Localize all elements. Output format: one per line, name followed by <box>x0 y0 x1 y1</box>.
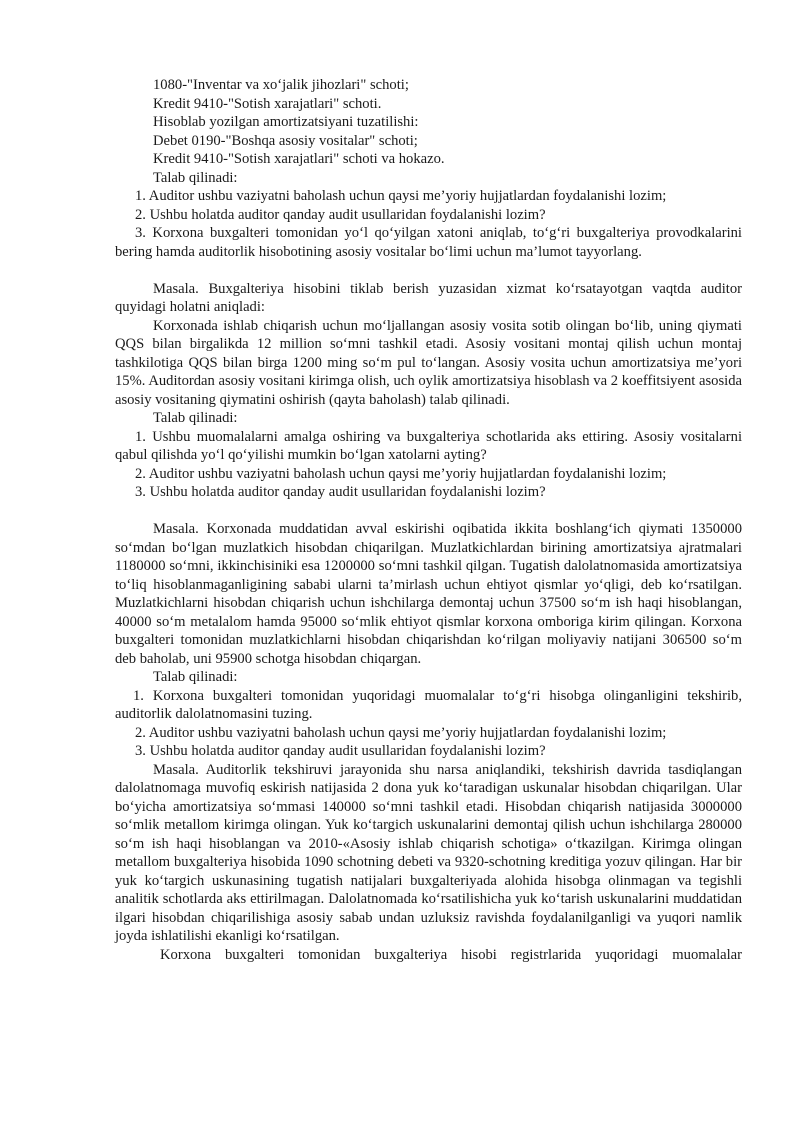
paragraph-gap <box>115 261 742 280</box>
list-item: 2. Auditor ushbu vaziyatni baholash uchun qaysi me’yoriy hujjatlardan foydalanishi lozim; <box>135 465 667 482</box>
requirements-heading: Talab qilinadi: <box>153 169 238 186</box>
list-item: 2. Ushbu holatda auditor qanday audit usullaridan foydalanishi lozim? <box>135 206 546 223</box>
list-item: 1. Auditor ushbu vaziyatni baholash uchun qaysi me’yoriy hujjatlardan foydalanishi lozim; <box>135 188 667 204</box>
document-body <box>115 76 742 964</box>
task-body: Masala. Auditorlik tekshiruvi jarayonida shu narsa aniqlandiki, tekshirish davrida tasdiqlangan dalolatnomaga muvofiq eskirish natijasida 2 dona yuk ko‘taradigan uskunalar hisobdan chiqarilgan. Ular bo‘yicha amortizatsiya so‘mmasi 140000 so‘mni tashkil etadi. Hisobdan chiqarish natijasida 3000000 so‘mlik metallom kirimga olingan. Yuk ko‘targich uskunalarini demontaj qilish uchun ishchilarga 280000 so‘m ish haqi hisoblangan va 2010-«Asosiy ishlab chiqarish schotiga» o‘tkazilgan. Kirimga olingan metallom buxgalteriya hisobida 1090 schotning debeti va 9320-schotning kreditiga yozuv qilingan. Har bir yuk ko‘targich uskunasining tugatish natijalari buxgalteriyada alohida hisobga olinmagan va tegishli analitik schotlarda aks ettirilmagan. Dalolatnomada ko‘rsatilishicha yuk ko‘tarish uskunalarini muddatidan ilgari hisobdan chiqarilishiga asosiy sabab undan uzluksiz ravishda foydalanilganligi va yuqori namlik joyda ishlatilishi ekanligi ko‘rsatilgan. <box>115 761 742 944</box>
list-item: 3. Ushbu holatda auditor qanday audit usullaridan foydalanishi lozim? <box>135 743 546 759</box>
requirements-heading: Talab qilinadi: <box>153 410 238 426</box>
task-intro: Masala. Buxgalteriya hisobini tiklab berish yuzasidan xizmat ko‘rsatayotgan vaqtda auditor quyidagi holatni aniqladi: <box>115 280 742 315</box>
task-body: Masala. Korxonada muddatidan avval eskirishi oqibatida ikkita boshlang‘ich qiymati 1350000 so‘mdan bo‘lgan muzlatkich hisobdan chiqarilgan. Muzlatkichlardan birining amortizatsiya ajratmalari 1180000 so‘mni, ikkinchisiniki esa 1200000 so‘mni tashkil qilgan. Tugatish dalolatnomasida amortizatsiya to‘liq hisoblanmaganligining sababi ularni ta’mirlash uchun ehtiyot qismlar yo‘qligi, deb ko‘rsatilgan. Muzlatkichlarni hisobdan chiqarish uchun ishchilarga demontaj uchun 37500 so‘m ish haqi hisoblangan, 40000 so‘m metalalom hamda 95000 so‘mlik ehtiyot qismlar korxona omboriga kirim qilingan. Korxona buxgalteri tomonidan muzlatkichlarni hisobdan chiqarishdan ko‘rilgan moliyaviy natijani 306500 so‘m deb baholab, uni 95900 schotga hisobdan chiqargan. <box>115 521 742 667</box>
text-line: Kredit 9410-"Sotish xarajatlari" schoti. <box>153 95 382 112</box>
task-last-line: Korxona buxgalteri tomonidan buxgalteriya hisobi registrlarida yuqoridagi muomalalar <box>160 946 742 963</box>
list-item: 1. Ushbu muomalalarni amalga oshiring va buxgalteriya schotlarida aks ettiring. Asosiy vositalarni qabul qilishda yo‘l qo‘yilishi mumkin bo‘lgan xatolarni ayting? <box>115 428 742 463</box>
task-body: Korxonada ishlab chiqarish uchun mo‘ljallangan asosiy vosita sotib olingan bo‘lib, uning qiymati QQS bilan birgalikda 12 million so‘mni tashkil etadi. Asosiy vositani montaj qilish uchun montaj tashkilotiga QQS bilan birga 1200 ming so‘m pul to‘langan. Asosiy vosita uchun amortizatsiya me’yori 15%. Auditordan asosiy vositani kirimga olish, uch oylik amortizatsiya hisoblash va 2 koeffitsiyent asosida asosiy vositaning qiymatini oshirish (qayta baholash) talab qilinadi. <box>115 317 742 408</box>
paragraph-gap <box>115 502 742 521</box>
text-line: 1080-"Inventar va xo‘jalik jihozlari" schoti; <box>153 77 409 93</box>
text-line: Hisoblab yozilgan amortizatsiyani tuzatilishi: <box>153 114 419 130</box>
list-item: 3. Korxona buxgalteri tomonidan yo‘l qo‘yilgan xatoni aniqlab, to‘g‘ri buxgalteriya provodkalarini bering hamda auditorlik hisobotining asosiy vositalar bo‘limi uchun ma’lumot tayyorlang. <box>115 225 742 260</box>
list-item: 1. Korxona buxgalteri tomonidan yuqoridagi muomalalar to‘g‘ri hisobga olinganligini tekshirib, auditorlik dalolatnomasini tuzing. <box>115 687 742 722</box>
text-line: Kredit 9410-"Sotish xarajatlari" schoti va hokazo. <box>153 151 445 167</box>
list-item: 2. Auditor ushbu vaziyatni baholash uchun qaysi me’yoriy hujjatlardan foydalanishi lozim; <box>135 724 667 741</box>
list-item: 3. Ushbu holatda auditor qanday audit usullaridan foydalanishi lozim? <box>135 484 546 500</box>
text-line: Debet 0190-"Boshqa asosiy vositalar" schoti; <box>153 132 418 149</box>
requirements-heading: Talab qilinadi: <box>153 669 238 685</box>
